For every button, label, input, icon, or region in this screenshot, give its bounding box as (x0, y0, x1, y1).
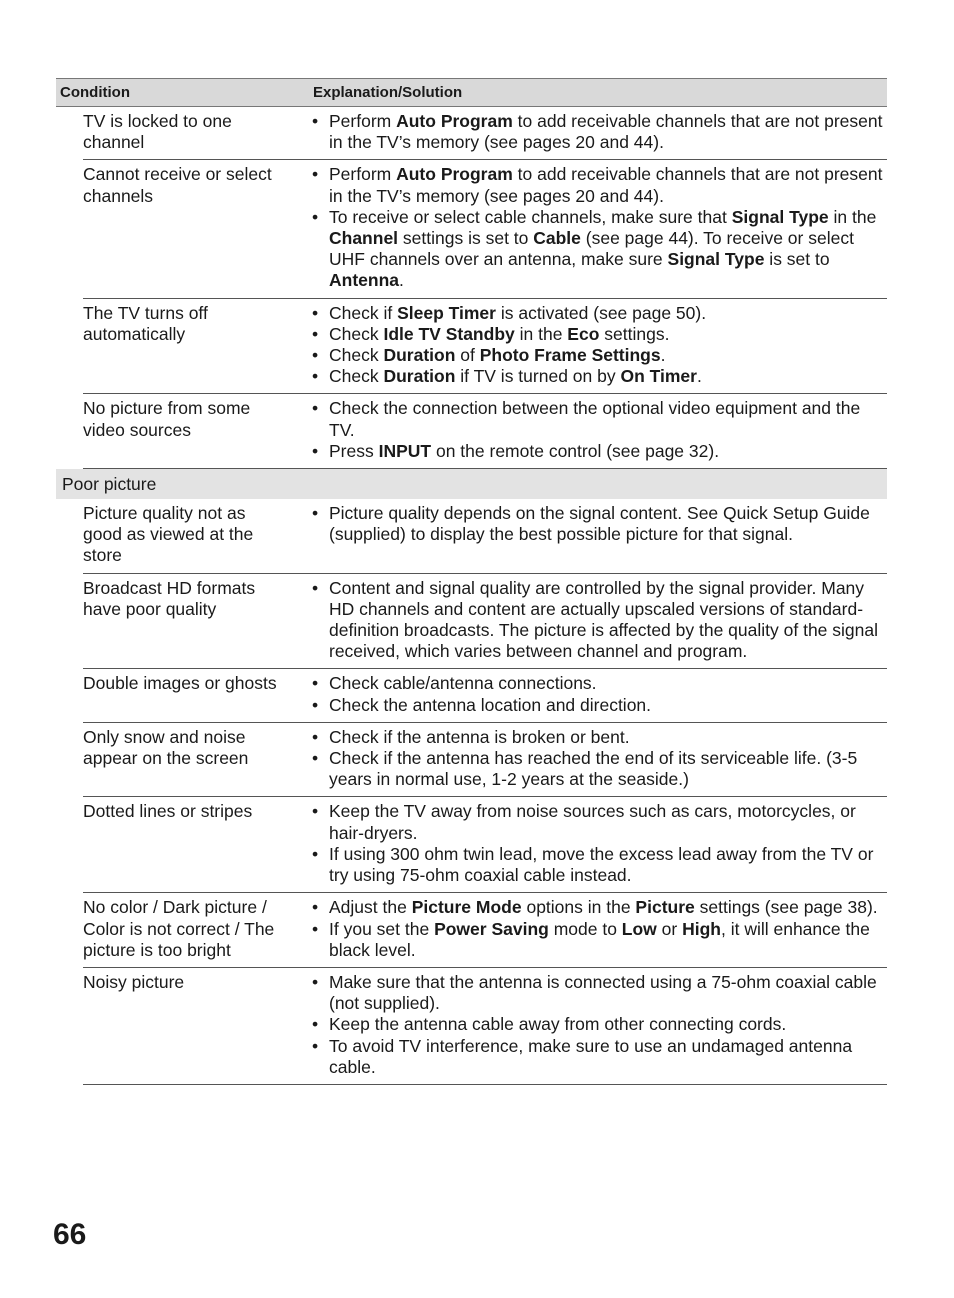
solution-text: if TV is turned on by (455, 366, 621, 387)
solution-item (309, 207, 887, 292)
emphasized-term: Signal Type (731, 206, 829, 227)
emphasized-term: Low (621, 918, 657, 939)
emphasized-term: High (682, 918, 721, 939)
solution-text: Keep the TV away from noise sources such as cars, motorcycles, or hair-dryers. (329, 801, 856, 843)
solution-cell (309, 111, 887, 153)
solution-item (309, 1036, 887, 1078)
solution-text: to add receivable channels that are not present in the TV’s memory (see pages 20 and 44). (329, 111, 883, 153)
table-row (83, 107, 887, 160)
solution-text: Check (329, 366, 384, 387)
solution-item (309, 801, 887, 843)
condition-cell: No color / Dark picture / Color is not correct / The picture is too bright (83, 897, 275, 960)
solution-text: To receive or select cable channels, make sure that (329, 206, 732, 227)
solution-text: settings (see page 38). (694, 897, 878, 918)
solution-cell (309, 398, 887, 462)
solution-text: Press (329, 440, 379, 461)
solution-list (309, 801, 887, 886)
solution-cell (309, 897, 887, 961)
table-row (83, 574, 887, 670)
solution-text: Check if (329, 302, 398, 323)
emphasized-term: Picture (635, 897, 695, 918)
solution-text: settings. (599, 323, 670, 344)
solution-text: settings is set to (398, 228, 534, 249)
solution-list (309, 972, 887, 1078)
solution-text: Keep the antenna cable away from other connecting cords. (329, 1014, 787, 1035)
solution-text: Check (329, 345, 384, 366)
solution-item (309, 695, 887, 716)
condition-cell: TV is locked to one channel (83, 111, 232, 153)
solution-text: Content and signal quality are controlled by the signal provider. Many HD channels and content are actually upscaled versions of standard-definition broadcasts. The picture is affected by the quality of the signal received, which varies between channel and program. (329, 577, 878, 662)
condition-cell: The TV turns off automatically (83, 302, 208, 344)
solution-item (309, 303, 887, 324)
solution-text: Check the connection between the optional video equipment and the TV. (329, 398, 861, 440)
solution-item (309, 844, 887, 886)
solution-text: , it will enhance the black level. (329, 918, 870, 960)
solution-item (309, 111, 887, 153)
emphasized-term: Idle TV Standby (383, 323, 515, 344)
solution-item (309, 398, 887, 440)
solution-text: If you set the (329, 918, 435, 939)
solution-text: Check cable/antenna connections. (329, 673, 597, 694)
condition-cell: Only snow and noise appear on the screen (83, 726, 249, 769)
solution-text: . (660, 345, 666, 366)
emphasized-term: Signal Type (667, 249, 765, 270)
emphasized-term: Duration (383, 366, 456, 387)
solution-text: or (656, 918, 683, 939)
solution-text: mode to (548, 918, 622, 939)
table-row (83, 893, 887, 968)
condition-column-header: Condition (60, 84, 130, 101)
solution-item (309, 919, 887, 961)
solution-column-header: Explanation/Solution (313, 84, 463, 101)
solution-text: To avoid TV interference, make sure to use an undamaged antenna cable. (329, 1035, 853, 1077)
section-heading: Poor picture (56, 469, 887, 499)
solution-text: to add receivable channels that are not present in the TV’s memory (see pages 20 and 44). (329, 164, 883, 206)
emphasized-term: Photo Frame Settings (479, 345, 661, 366)
solution-text: in the (514, 323, 568, 344)
solution-item (309, 345, 887, 366)
solution-cell (309, 727, 887, 791)
solution-cell (309, 503, 887, 567)
solution-text: Adjust the (329, 897, 412, 918)
table-header (56, 78, 887, 107)
condition-cell: Noisy picture (83, 971, 185, 992)
solution-list (309, 578, 887, 663)
condition-cell: Broadcast HD formats have poor quality (83, 577, 256, 619)
emphasized-term: Eco (567, 323, 600, 344)
solution-item (309, 164, 887, 206)
solution-item (309, 503, 887, 545)
table-row (83, 160, 887, 298)
solution-text: If using 300 ohm twin lead, move the excess lead away from the TV or try using 75-ohm coaxial cable instead. (329, 843, 874, 886)
emphasized-term: Sleep Timer (397, 302, 496, 323)
solution-text: Make sure that the antenna is connected using a 75-ohm coaxial cable (not supplied). (329, 971, 877, 1014)
condition-cell: Dotted lines or stripes (83, 801, 253, 822)
condition-cell: Cannot receive or select channels (83, 164, 272, 206)
solution-cell (309, 673, 887, 715)
emphasized-term: Auto Program (396, 111, 513, 131)
solution-list (309, 673, 887, 715)
solution-list (309, 303, 887, 388)
solution-cell (309, 164, 887, 291)
solution-cell (309, 303, 887, 388)
condition-cell: No picture from some video sources (83, 398, 251, 440)
solution-list (309, 503, 887, 545)
solution-list (309, 398, 887, 462)
emphasized-term: INPUT (378, 440, 432, 461)
emphasized-term: Duration (383, 345, 456, 366)
table-row (83, 723, 887, 798)
solution-item (309, 578, 887, 663)
solution-text: of (455, 345, 480, 366)
page-number: 66 (53, 1218, 87, 1251)
solution-text: Check (329, 323, 384, 344)
emphasized-term: On Timer (620, 366, 697, 387)
solution-list (309, 897, 887, 961)
solution-item (309, 972, 887, 1014)
solution-text: . (696, 366, 702, 387)
solution-item (309, 1014, 887, 1035)
emphasized-term: Antenna (329, 270, 399, 291)
solution-text: on the remote control (see page 32). (431, 440, 720, 461)
emphasized-term: Picture Mode (411, 897, 522, 918)
table-row (83, 299, 887, 395)
solution-text: is set to (764, 249, 830, 270)
emphasized-term: Cable (533, 228, 581, 249)
solution-text: Picture quality depends on the signal content. See Quick Setup Guide (supplied) to display the best possible picture for that signal. (329, 503, 870, 545)
solution-item (309, 673, 887, 694)
emphasized-term: Channel (329, 228, 399, 249)
solution-list (309, 727, 887, 791)
emphasized-term: Power Saving (434, 918, 549, 939)
solution-text: Check the antenna location and direction. (329, 694, 652, 715)
emphasized-term: Auto Program (396, 164, 513, 185)
table-row (83, 394, 887, 469)
solution-text: Perform (329, 164, 397, 185)
solution-text: is activated (see page 50). (495, 302, 707, 323)
table-row (83, 669, 887, 722)
solution-text: in the (828, 206, 877, 227)
solution-item (309, 366, 887, 387)
condition-cell: Double images or ghosts (83, 673, 277, 694)
solution-item (309, 748, 887, 790)
condition-cell: Picture quality not as good as viewed at the store (83, 503, 254, 566)
solution-item (309, 324, 887, 345)
solution-text: options in the (521, 897, 636, 918)
solution-item (309, 897, 887, 918)
solution-item (309, 441, 887, 462)
solution-cell (309, 972, 887, 1078)
solution-text: (see page 44). To receive or select UHF channels over an antenna, make sure (329, 228, 854, 270)
solution-text: Perform (329, 111, 397, 131)
solution-text: Check if the antenna has reached the end of its serviceable life. (3-5 years in normal use, 1-2 years at the seaside.) (329, 748, 858, 790)
troubleshooting-table (56, 78, 887, 1085)
solution-item (309, 727, 887, 748)
solution-text: Check if the antenna is broken or bent. (329, 726, 630, 747)
table-row (83, 968, 887, 1085)
table-row (83, 797, 887, 893)
solution-list (309, 164, 887, 291)
solution-cell (309, 801, 887, 886)
solution-text: . (399, 270, 404, 291)
table-body (56, 107, 887, 1085)
solution-list (309, 111, 887, 153)
solution-cell (309, 578, 887, 663)
table-row (83, 499, 887, 574)
